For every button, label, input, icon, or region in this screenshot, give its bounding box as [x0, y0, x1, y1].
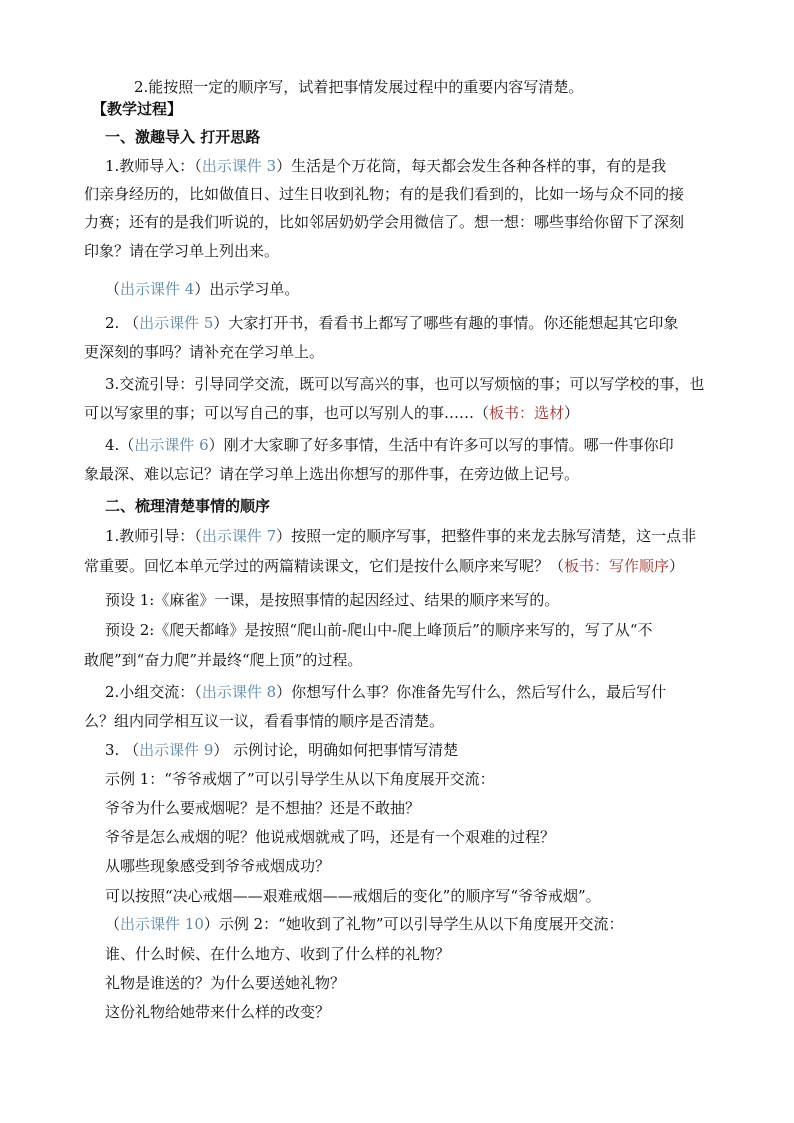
paragraph-line	[105, 279, 794, 299]
courseware-ref: 出示课件 6	[134, 436, 209, 454]
text-span: ）	[564, 404, 580, 422]
teaching-process-title: 【教学过程】	[92, 100, 183, 118]
text-span: ）大家打开书，看看书上都写了哪些有趣的事情。你还能想起其它印象	[213, 314, 679, 332]
text-span: （	[105, 280, 121, 298]
text-span: ） 示例讨论，明确如何把事情写清楚	[213, 741, 459, 759]
paragraph-line: 爷爷是怎么戒烟的呢？他说戒烟就戒了吗，还是有一个艰难的过程？	[105, 828, 556, 846]
paragraph-line: 预设 1:《麻雀》一课，是按照事情的起因经过、结果的顺序来写的。	[105, 591, 560, 609]
paragraph-line	[105, 435, 794, 455]
objective-2: 2.能按照一定的顺序写，试着把事情发展过程中的重要内容写清楚。	[134, 78, 584, 96]
paragraph-line: 更深刻的事吗？请补充在学习单上。	[84, 343, 325, 361]
part-1-heading: 一、激趣导入 打开思路	[105, 128, 261, 146]
courseware-ref: 出示课件 8	[201, 683, 277, 701]
paragraph-line: 么？组内同学相互议一议，看看事情的顺序是否清楚。	[84, 712, 445, 730]
paragraph-line	[105, 526, 794, 546]
paragraph-line: 爷爷为什么要戒烟呢？是不想抽？还是不敢抽？	[105, 799, 421, 817]
courseware-ref: 出示课件 3	[201, 157, 277, 175]
paragraph-line: 从哪些现象感受到爷爷戒烟成功？	[105, 857, 331, 875]
paragraph-line	[105, 914, 794, 934]
text-span: （	[105, 915, 121, 933]
courseware-ref: 出示课件 10	[120, 915, 204, 933]
part-2-heading: 二、梳理清楚事情的顺序	[105, 497, 271, 515]
paragraph-line: 印象？请在学习单上列出来。	[84, 242, 280, 260]
text-span: ）	[669, 557, 685, 575]
text-span: 1.教师引导：（	[105, 527, 202, 545]
paragraph-line	[105, 313, 794, 333]
paragraph-line	[84, 556, 794, 576]
paragraph-line: 礼物是谁送的？为什么要送她礼物？	[105, 974, 346, 992]
paragraph-line: 谁、什么时候、在什么地方、收到了什么样的礼物？	[105, 945, 451, 963]
text-span: 2.小组交流：（	[105, 683, 202, 701]
paragraph-line	[105, 740, 794, 760]
text-span: 常重要。回忆本单元学过的两篇精读课文，它们是按什么顺序来写呢？（	[84, 557, 565, 575]
courseware-ref: 出示课件 7	[201, 527, 277, 545]
paragraph-line: 们亲身经历的，比如做值日、过生日收到礼物；有的是我们看到的，比如一场与众不同的接	[84, 185, 685, 203]
courseware-ref: 出示课件 4	[120, 280, 195, 298]
text-span: ）刚才大家聊了好多事情，生活中有许多可以写的事情。哪一件事你印	[208, 436, 674, 454]
text-span: ）你想写什么事？你准备先写什么，然后写什么，最后写什	[276, 683, 667, 701]
paragraph-line: 示例 1：“爷爷戒烟了”可以引导学生从以下角度展开交流：	[105, 770, 495, 788]
paragraph-line: 预设 2:《爬天都峰》是按照“爬山前-爬山中-爬上峰顶后”的顺序来写的，写了从“不	[105, 621, 653, 639]
paragraph-line	[105, 682, 794, 702]
text-span: ）生活是个万花筒，每天都会发生各种各样的事，有的是我	[276, 157, 667, 175]
text-span: ）示例 2：“她收到了礼物”可以引导学生从以下角度展开交流：	[203, 915, 624, 933]
paragraph-line: 象最深、难以忘记？请在学习单上选出你想写的那件事，在旁边做上记号。	[84, 465, 580, 483]
text-span: 2. （	[105, 314, 140, 332]
courseware-ref: 出示课件 9	[139, 741, 214, 759]
paragraph-line: 敢爬”到“奋力爬”并最终“爬上顶”的过程。	[84, 651, 363, 669]
courseware-ref: 出示课件 5	[139, 314, 214, 332]
paragraph-line	[105, 156, 794, 176]
text-span: 4.（	[105, 436, 135, 454]
text-span: 3. （	[105, 741, 140, 759]
board-note: 板书：选材	[489, 404, 565, 422]
text-span: 1.教师导入：（	[105, 157, 202, 175]
text-span: ）出示学习单。	[194, 280, 300, 298]
paragraph-line: 力赛；还有的是我们听说的，比如邻居奶奶学会用微信了。想一想：哪些事给你留下了深刻	[84, 213, 685, 231]
text-span: 可以写家里的事；可以写自己的事，也可以写别人的事……（	[84, 404, 490, 422]
paragraph-line: 这份礼物给她带来什么样的改变？	[105, 1003, 331, 1021]
board-note: 板书：写作顺序	[564, 557, 670, 575]
paragraph-line: 3.交流引导：引导同学交流，既可以写高兴的事，也可以写烦恼的事；可以写学校的事，也	[105, 375, 705, 393]
paragraph-line	[84, 403, 794, 423]
text-span: ）按照一定的顺序写事，把整件事的来龙去脉写清楚，这一点非	[276, 527, 697, 545]
paragraph-line: 可以按照“决心戒烟——艰难戒烟——戒烟后的变化”的顺序写“爷爷戒烟”。	[105, 887, 601, 905]
